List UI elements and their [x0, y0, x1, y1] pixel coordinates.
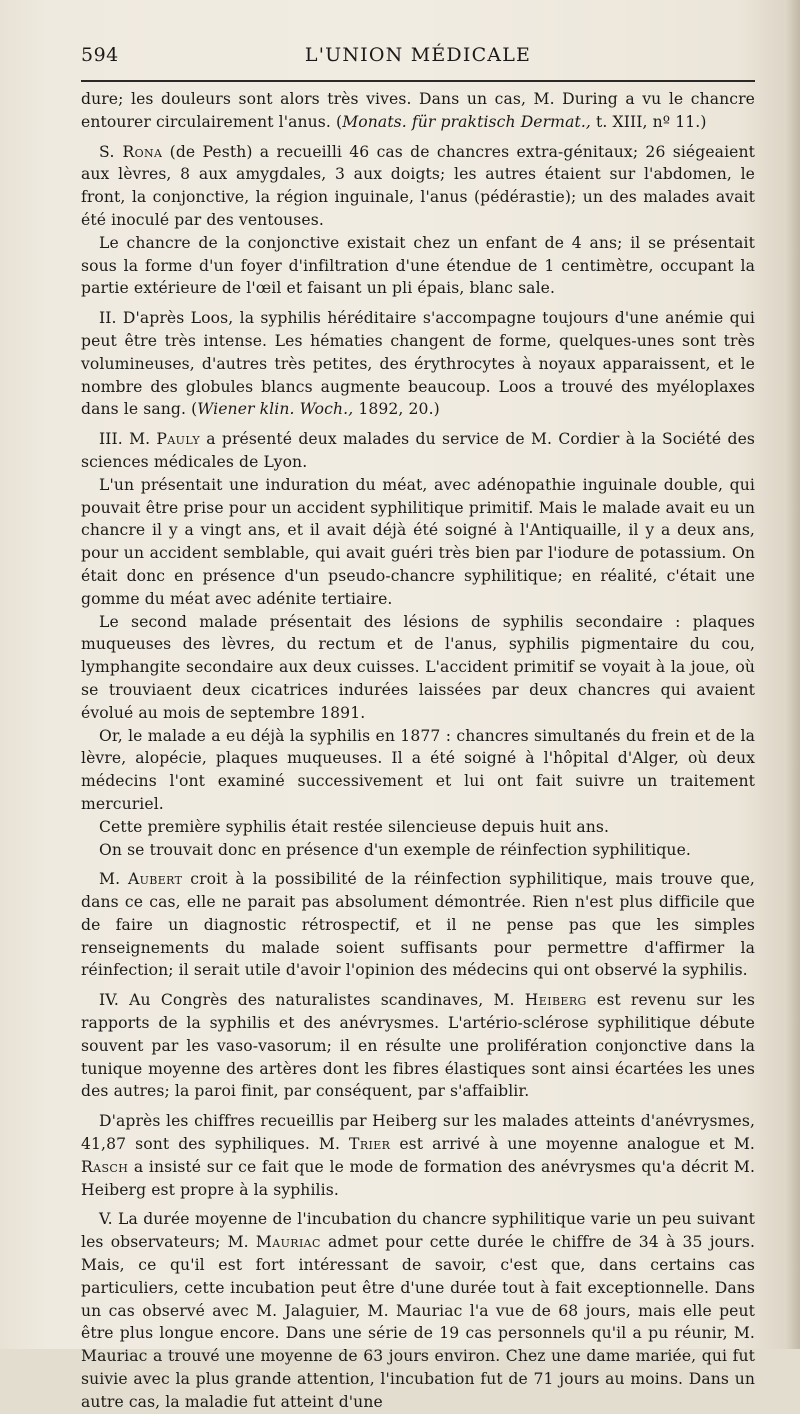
paragraph-9: Cette première syphilis était restée silencieuse depuis huit ans. [99, 817, 610, 836]
author-name: Heiberg [524, 991, 587, 1010]
paragraph-11: M. Aubert croit à la possibilité de la réinfection syphilitique, mais trouve que, dans ce cas, elle ne parait pas absolument démontrée. Rien n'est plus difficile que de faire un diagnostic rétrospectif, et il ne pense pas que les simples renseignements du malade soient suffisants pour permettre d'affirmer la réinfection; il serait utile d'avoir l'opinion des médecins qui ont observé la syphilis. [81, 870, 755, 980]
paragraph-12: IV. Au Congrès des naturalistes scandinaves, M. Heiberg est revenu sur les rapports de la syphilis et des anévrysmes. L'artério-sclérose syphilitique débute souvent par les vaso-vasorum; il en résulte une prolifération conjonctive dans la tunique moyenne des artères dont les fibres élastiques sont ainsi écartées les unes des autres; la paroi finit, par conséquent, par s'affaiblir. [81, 991, 755, 1101]
paragraph-1: dure; les douleurs sont alors très vives. Dans un cas, M. During a vu le chancre entourer circulairement l'anus. (Monats. für praktisch Dermat., t. XIII, nº 11.) [81, 90, 755, 131]
paragraph-14: V. La durée moyenne de l'incubation du chancre syphilitique varie un peu suivant les observateurs; M. Mauriac admet pour cette durée le chiffre de 34 à 35 jours. Mais, ce qu'il est fort intéressant de savoir, c'est que, dans certains cas particuliers, cette incubation peut être d'une durée tout à fait exceptionnelle. Dans un cas observé avec M. Jalaguier, M. Mauriac l'a vue de 68 jours, mais elle peut être plus longue encore. Dans une série de 19 cas personnels qu'il a pu réunir, M. Mauriac a trouvé une moyenne de 63 jours environ. Chez une dame mariée, qui fut suivie avec la plus grande attention, l'incubation fut de 71 jours au moins. Dans un autre cas, la maladie fut atteint d'une [81, 1210, 755, 1411]
paragraph-10: On se trouvait donc en présence d'un exemple de réinfection syphilitique. [99, 840, 691, 859]
running-title: L'UNION MÉDICALE [304, 44, 532, 66]
author-name: Rasch [81, 1157, 129, 1176]
paragraph-6: L'un présentait une induration du méat, avec adénopathie inguinale double, qui pouvait être prise pour un accident syphilitique primitif. Mais le malade avait eu un chancre il y a vingt ans, et il avait déjà été soigné à l'Antiquaille, il y a deux ans, pour un accident semblable, qui avait guéri très bien par l'iodure de potassium. On était donc en présence d'un pseudo-chancre syphilitique; en réalité, c'était une gomme du méat avec adénite tertiaire. [81, 475, 755, 608]
paragraph-5: III. M. Pauly a présenté deux malades du service de M. Cordier à la Société des sciences médicales de Lyon. [81, 430, 755, 471]
paragraph-3: Le chancre de la conjonctive existait chez un enfant de 4 ans; il se présentait sous la forme d'un foyer d'infiltration d'une étendue de 1 centimètre, occupant la partie extérieure de l'œil et faisant un pli épais, blanc sale. [81, 233, 755, 298]
paragraph-13: D'après les chiffres recueillis par Heiberg sur les malades atteints d'anévrysmes, 41,87 sont des syphiliques. M. Trier est arrivé à une moyenne analogue et M. Rasch a insisté sur ce fait que le mode de formation des anévrysmes qu'a décrit M. Heiberg est propre à la syphilis. [81, 1112, 755, 1199]
header-rule [81, 80, 755, 82]
author-name: Aubert [127, 870, 183, 889]
paragraph-2: S. Rona (de Pesth) a recueilli 46 cas de chancres extra-génitaux; 26 siégeaient aux lèvres, 8 aux amygdales, 3 aux doigts; les autres étaient sur l'abdomen, le front, la conjonctive, la région inguinale, l'anus (pédérastie); un des malades avait été inoculé par des ventouses. [81, 142, 755, 229]
author-name: Trier [349, 1135, 391, 1154]
article-body [81, 88, 755, 1414]
citation: Monats. für praktisch Dermat., [342, 112, 591, 131]
paragraph-8: Or, le malade a eu déjà la syphilis en 1877 : chancres simultanés du frein et de la lèvre, alopécie, plaques muqueuses. Il a été soigné à l'hôpital d'Alger, où deux médecins l'ont examiné successivement et lui ont fait suivre un traitement mercuriel. [81, 726, 755, 813]
page-header [81, 44, 755, 70]
paragraph-4: II. D'après Loos, la syphilis héréditaire s'accompagne toujours d'une anémie qui peut être très intense. Les hématies changent de forme, quelques-unes sont très volumineuses, d'autres très petites, des érythrocytes à noyaux apparaissent, et le nombre des globules blancs augmente beaucoup. Loos a trouvé des myéloplaxes dans le sang. (Wiener klin. Woch., 1892, 20.) [81, 309, 755, 419]
author-name: Pauly [156, 430, 200, 449]
author-name: Mauriac [255, 1233, 321, 1252]
page-number: 594 [81, 44, 119, 66]
author-name: S. Rona [99, 142, 163, 161]
paragraph-7: Le second malade présentait des lésions de syphilis secondaire : plaques muqueuses des lèvres, du rectum et de l'anus, syphilis pigmentaire du cou, lymphangite secondaire aux deux cuisses. L'accident primitif se voyait à la joue, où se trouviaent deux cicatrices indurées laissées par deux chancres qui avaient évolué au mois de septembre 1891. [81, 612, 755, 722]
citation: Wiener klin. Woch., [197, 400, 354, 419]
